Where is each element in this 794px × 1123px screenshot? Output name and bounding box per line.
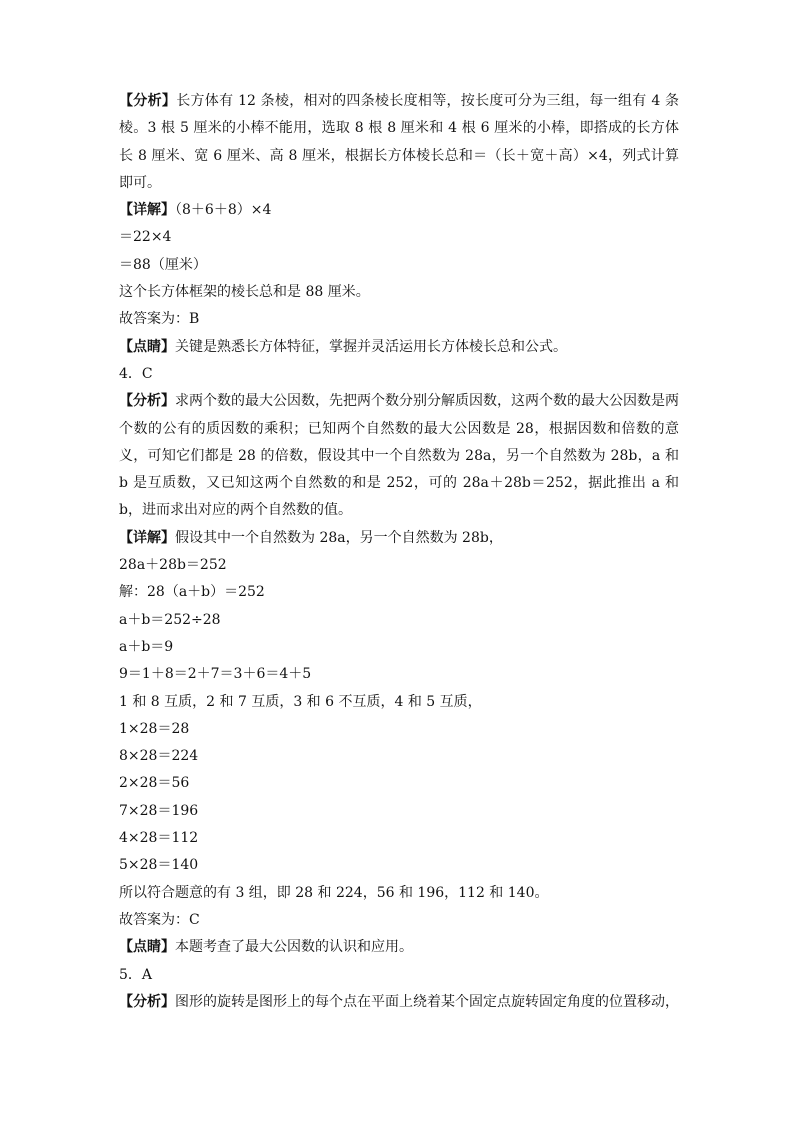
solution-text: （8＋6＋8）×4: [175, 202, 272, 219]
solution-text: 假设其中一个自然数为 28a，另一个自然数为 28b，: [175, 529, 503, 546]
analysis-text: 求两个数的最大公因数，先把两个数分别分解质因数，这两个数的最大公因数是两个数的公有的质因数的乘积；已知两个自然数的最大公因数是 28，根据因数和倍数的意义，可知它们都是 28 的倍数，假设其中一个自然数为 28a，另一个自然数为 28b，a 和 b 是互质数，又已知这两个自然数的和是 252，可的 28a＋28b＝252，据此推出 a 和 b，进而求出对应的两个自然数的值。: [119, 393, 679, 519]
calc-line: 2×28＝56: [119, 775, 190, 792]
analysis-tag: 【分析】: [119, 393, 175, 410]
analysis-tag: 【分析】: [119, 993, 175, 1010]
analysis-paragraph-q3: [119, 88, 679, 197]
calc-line: 7×28＝196: [119, 802, 199, 819]
calc-line: a＋b＝252÷28: [119, 611, 221, 628]
document-page: [119, 88, 679, 1016]
comment-text: 关键是熟悉长方体特征，掌握并灵活运用长方体棱长总和公式。: [175, 338, 567, 355]
calc-line: 4×28＝112: [119, 830, 199, 847]
calc-line: 8×28＝224: [119, 748, 199, 765]
comment-tag: 【点睛】: [119, 338, 175, 355]
question-number-line: 5．A: [119, 966, 153, 983]
comment-text: 本题考查了最大公因数的认识和应用。: [175, 939, 413, 956]
question-number-line: 4．C: [119, 365, 153, 382]
calc-line: a＋b＝9: [119, 638, 174, 655]
calc-line: ＝22×4: [119, 229, 172, 246]
calc-line: 1 和 8 互质，2 和 7 互质，3 和 6 不互质，4 和 5 互质，: [119, 693, 482, 710]
comment-line: [119, 334, 679, 361]
answer-line: 故答案为：B: [119, 311, 200, 328]
analysis-tag: 【分析】: [119, 93, 177, 109]
conclusion-line: 这个长方体框架的棱长总和是 88 厘米。: [119, 284, 370, 301]
calc-line: 5×28＝140: [119, 857, 199, 874]
analysis-text: 图形的旋转是图形上的每个点在平面上绕着某个固定点旋转固定角度的位置移动，: [175, 993, 679, 1010]
calc-line: 28a＋28b＝252: [119, 557, 227, 574]
answer-line: 故答案为：C: [119, 911, 200, 928]
calc-line: ＝88（厘米）: [119, 256, 207, 273]
solution-tag: 【详解】: [119, 202, 175, 219]
calc-line: 解：28（a＋b）＝252: [119, 584, 265, 601]
comment-tag: 【点睛】: [119, 939, 175, 956]
solution-tag: 【详解】: [119, 529, 175, 546]
solution-line: [119, 197, 679, 224]
analysis-text: 长方体有 12 条棱，相对的四条棱长度相等，按长度可分为三组，每一组有 4 条棱。3 根 5 厘米的小棒不能用，选取 8 根 8 厘米和 4 根 6 厘米的小棒，即搭成的长方体长 8 厘米、宽 6 厘米、高 8 厘米，根据长方体棱长总和＝（长＋宽＋高）×4，列式计算即可。: [119, 93, 680, 191]
analysis-line-q5: [119, 989, 679, 1016]
solution-line: [119, 525, 679, 552]
comment-line: [119, 934, 679, 961]
calc-line: 1×28＝28: [119, 720, 190, 737]
calc-line: 9＝1＋8＝2＋7＝3＋6＝4＋5: [119, 666, 312, 683]
conclusion-line: 所以符合题意的有 3 组，即 28 和 224，56 和 196，112 和 140。: [119, 884, 549, 901]
analysis-paragraph-q4: [119, 388, 679, 524]
